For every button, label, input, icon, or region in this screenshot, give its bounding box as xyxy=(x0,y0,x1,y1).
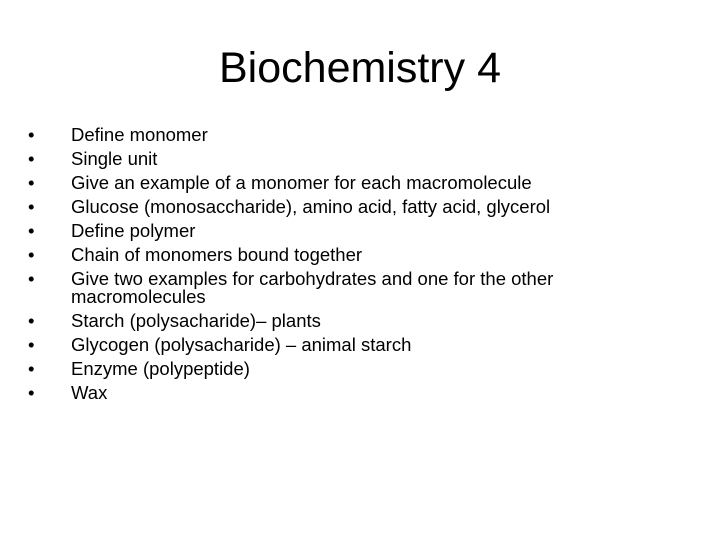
bullet-icon: • xyxy=(28,358,35,379)
bullet-icon: • xyxy=(28,268,35,289)
bullet-icon: • xyxy=(28,310,35,331)
list-item-text: Glycogen (polysacharide) – animal starch xyxy=(71,334,412,355)
list-item xyxy=(28,336,668,354)
list-item xyxy=(28,126,668,144)
bullet-icon: • xyxy=(28,172,35,193)
list-item-text: Starch (polysacharide)– plants xyxy=(71,310,321,331)
bullet-icon: • xyxy=(28,220,35,241)
list-item xyxy=(28,198,668,216)
list-item-text: Single unit xyxy=(71,148,158,169)
list-item-text: Wax xyxy=(71,382,108,403)
list-item xyxy=(28,384,668,402)
bullet-icon: • xyxy=(28,334,35,355)
list-item xyxy=(28,150,668,168)
list-item xyxy=(28,246,668,264)
list-item-text: Define monomer xyxy=(71,124,208,145)
bullet-icon: • xyxy=(28,196,35,217)
list-item xyxy=(28,222,668,240)
list-item-text: Chain of monomers bound together xyxy=(71,244,363,265)
list-item xyxy=(28,312,668,330)
slide-title: Biochemistry 4 xyxy=(219,44,501,92)
list-item xyxy=(28,174,668,192)
bullet-icon: • xyxy=(28,382,35,403)
bullet-icon: • xyxy=(28,244,35,265)
bullet-icon: • xyxy=(28,124,35,145)
list-item-text: Glucose (monosaccharide), amino acid, fatty acid, glycerol xyxy=(71,196,551,217)
list-item-text: Enzyme (polypeptide) xyxy=(71,358,250,379)
list-item-text: Give an example of a monomer for each macromolecule xyxy=(71,172,532,193)
bullet-list xyxy=(28,126,668,408)
list-item xyxy=(28,360,668,378)
list-item-text: Define polymer xyxy=(71,220,196,241)
bullet-icon: • xyxy=(28,148,35,169)
list-item xyxy=(28,270,668,306)
list-item-text: Give two examples for carbohydrates and one for the other macromolecules xyxy=(71,268,554,307)
